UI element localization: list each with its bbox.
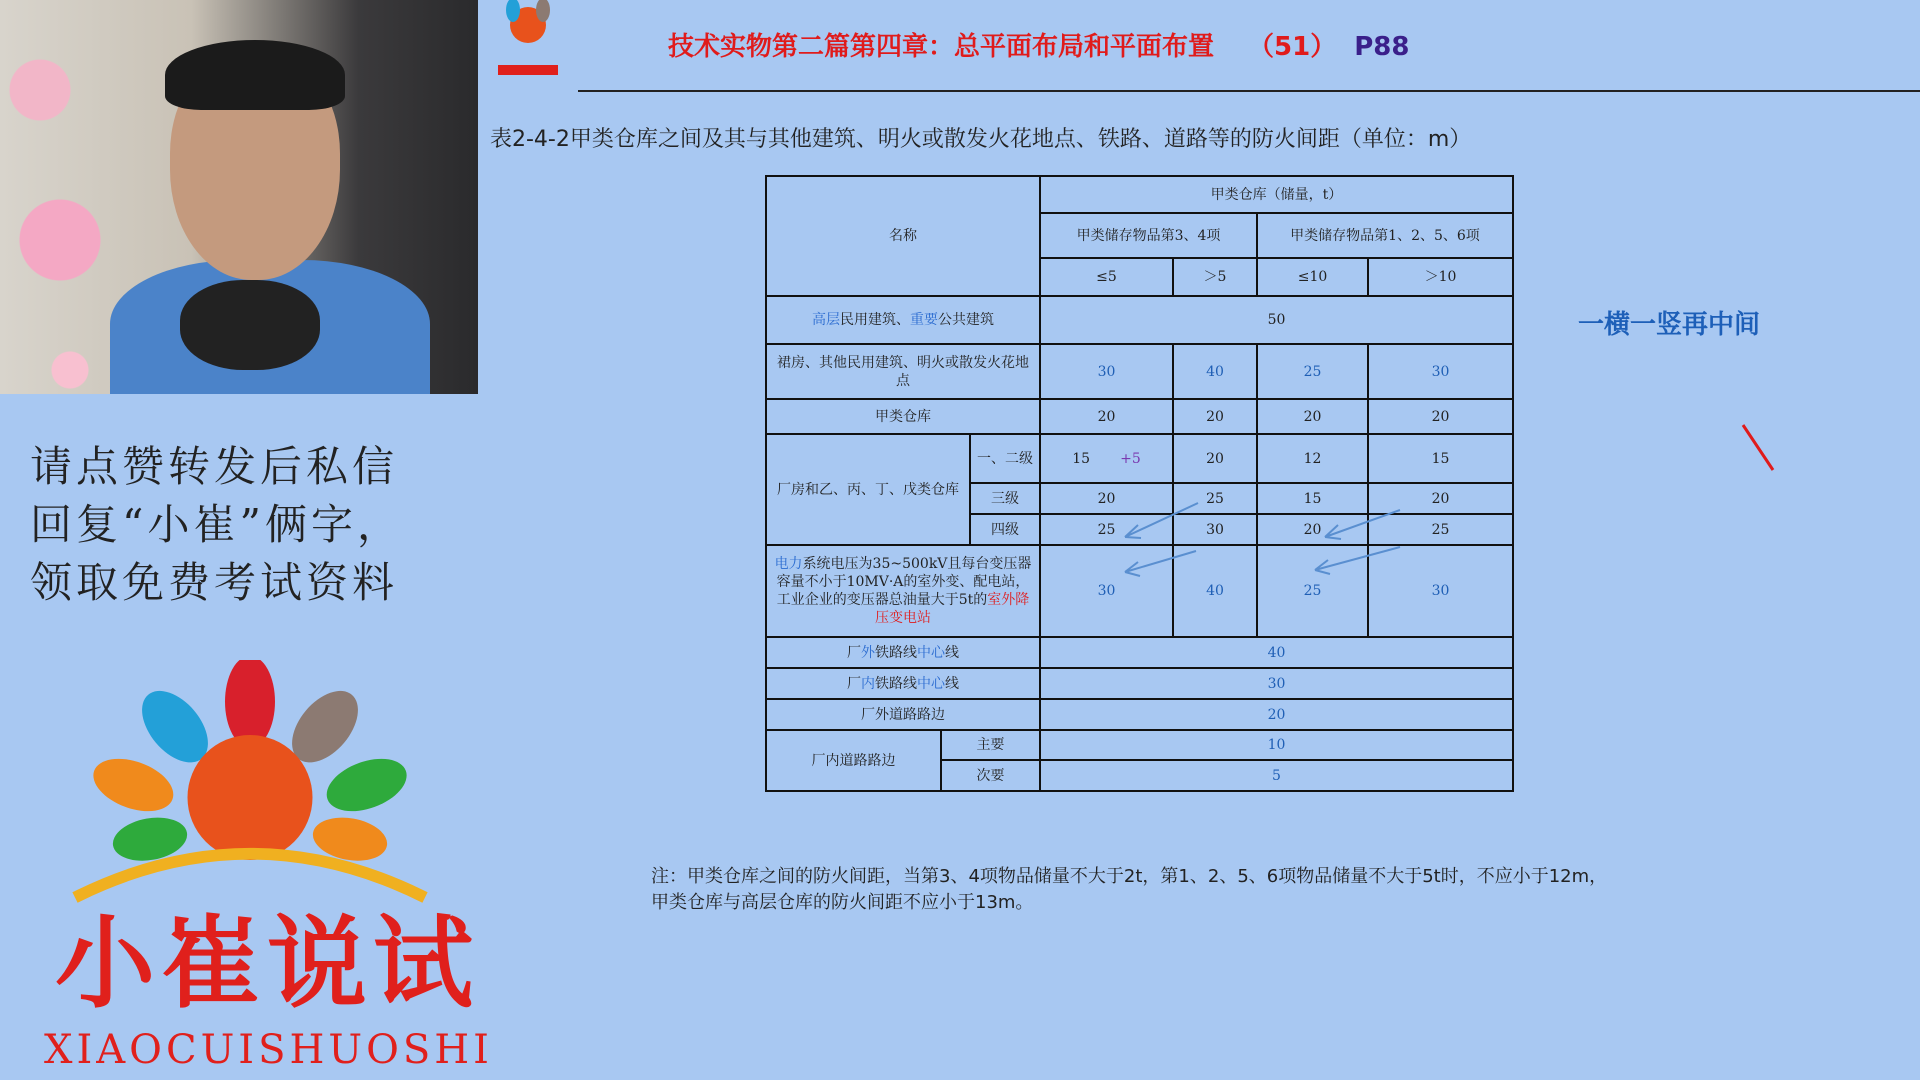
header-col: ＞10: [1368, 258, 1513, 296]
row-label: 高层民用建筑、重要公共建筑: [766, 296, 1040, 344]
promo-line: 领取免费考试资料: [30, 558, 399, 607]
table-row: [766, 545, 1513, 637]
cell: 25: [1040, 514, 1173, 545]
header-rule: [578, 90, 1920, 92]
cell: 20: [1040, 483, 1173, 514]
cell: 40: [1173, 545, 1257, 637]
cell: 30: [1368, 344, 1513, 399]
cell: 20: [1173, 399, 1257, 434]
promo-line: 请点赞转发后私信: [30, 442, 399, 491]
webcam-video: [0, 0, 478, 394]
grade-label: 一、二级: [970, 434, 1040, 483]
cell: 30: [1040, 344, 1173, 399]
table-caption: 表2-4-2甲类仓库之间及其与其他建筑、明火或散发火花地点、铁路、道路等的防火间距（单位：m）: [490, 127, 1472, 152]
cell: 20: [1257, 399, 1368, 434]
header-g1: 甲类储存物品第3、4项: [1040, 213, 1257, 258]
row-label: 厂内铁路线中心线: [766, 668, 1040, 699]
header-logo-icon: [478, 0, 578, 98]
row-label: 电力系统电压为35~500kV且每台变压器容量不小于10MV·A的室外变、配电站，工业企业的变压器总油量大于5t的室外降压变电站: [766, 545, 1040, 637]
cell: 15: [1368, 434, 1513, 483]
cell: 30: [1173, 514, 1257, 545]
cell: 15: [1257, 483, 1368, 514]
title-number: （51）: [1248, 32, 1337, 62]
cell: 5: [1040, 760, 1513, 791]
red-pen-stroke: [1743, 425, 1773, 470]
row-label: 厂外道路路边: [766, 699, 1040, 730]
note-line: 甲类仓库与高层仓库的防火间距不应小于13m。: [651, 892, 1034, 913]
page-ref: P88: [1354, 32, 1410, 62]
cell: 40: [1173, 344, 1257, 399]
cell: 10: [1040, 730, 1513, 760]
table-row: [766, 668, 1513, 699]
handwritten-hint: 一横一竖再中间: [1578, 310, 1761, 340]
table-row: [766, 296, 1513, 344]
cell: 30: [1040, 668, 1513, 699]
note-line: 注：甲类仓库之间的防火间距，当第3、4项物品储量不大于2t，第1、2、5、6项物品储量不大于5t时，不应小于12m，: [651, 866, 1608, 887]
cell: 20: [1368, 483, 1513, 514]
microphone: [180, 280, 320, 370]
sub-label: 主要: [941, 730, 1040, 760]
title-text: 技术实物第二篇第四章：总平面布局和平面布置: [668, 32, 1215, 62]
table-row: [766, 699, 1513, 730]
brand-logo-icon: [40, 660, 460, 910]
cell: 20: [1040, 399, 1173, 434]
grade-label: 三级: [970, 483, 1040, 514]
table-row: [766, 434, 1513, 483]
brand-pinyin: XIAOCUISHUOSHI: [44, 1027, 493, 1073]
table-row: [766, 730, 1513, 760]
row-label: 裙房、其他民用建筑、明火或散发火花地点: [766, 344, 1040, 399]
header-col: ＞5: [1173, 258, 1257, 296]
row-label: 厂房和乙、丙、丁、戊类仓库: [766, 434, 970, 545]
cell: 40: [1040, 637, 1513, 668]
fire-distance-table: [765, 175, 1514, 792]
table-row: [766, 399, 1513, 434]
promo-line: 回复“小崔”俩字，: [30, 500, 403, 549]
table-row: [766, 637, 1513, 668]
cell: 30: [1040, 545, 1173, 637]
brand-name: 小崔说试: [55, 905, 479, 1022]
cell: 25: [1368, 514, 1513, 545]
blossom-decoration: [0, 0, 120, 394]
cell: 20: [1257, 514, 1368, 545]
sub-label: 次要: [941, 760, 1040, 791]
cell: 30: [1368, 545, 1513, 637]
cell: 25: [1257, 545, 1368, 637]
row-label: 厂外铁路线中心线: [766, 637, 1040, 668]
cell: 20: [1173, 434, 1257, 483]
table-note: [651, 864, 1607, 916]
presenter-hair: [165, 40, 345, 110]
handwritten-plus5: +5: [1120, 450, 1141, 467]
header-group: 甲类仓库（储量，t）: [1040, 176, 1513, 213]
cell: 25: [1173, 483, 1257, 514]
cell: 12: [1257, 434, 1368, 483]
cell: 15 +5: [1040, 434, 1173, 483]
header-name: 名称: [766, 176, 1040, 296]
promo-text: [30, 438, 403, 612]
header-col: ≤10: [1257, 258, 1368, 296]
table-row: [766, 344, 1513, 399]
cell: 20: [1368, 399, 1513, 434]
row-label: 甲类仓库: [766, 399, 1040, 434]
grade-label: 四级: [970, 514, 1040, 545]
cell: 50: [1040, 296, 1513, 344]
cell: 25: [1257, 344, 1368, 399]
header-g2: 甲类储存物品第1、2、5、6项: [1257, 213, 1513, 258]
cell: 20: [1040, 699, 1513, 730]
header-col: ≤5: [1040, 258, 1173, 296]
row-label: 厂内道路路边: [766, 730, 941, 791]
slide-title: [668, 26, 1409, 63]
